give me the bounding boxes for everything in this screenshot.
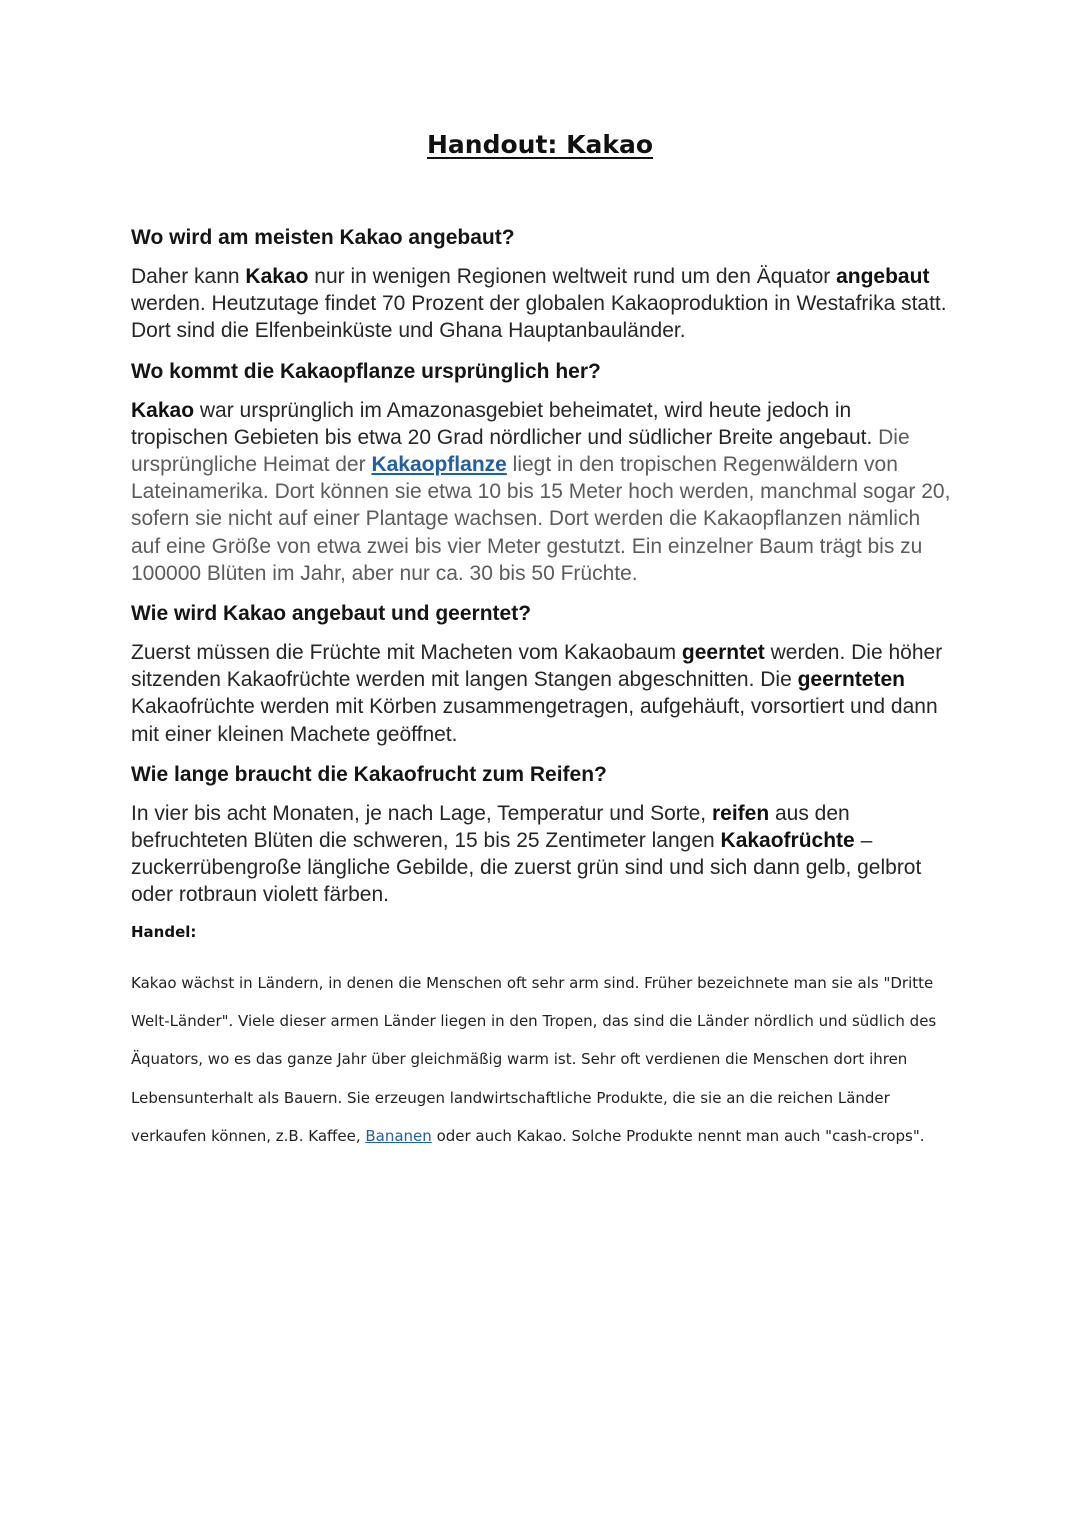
text-run: aus den befruchteten Blüten die schweren, 15 bis 25 Zentimeter langen [131,801,850,853]
bold-term: geernteten [797,668,905,692]
bold-term: Kakaofrüchte [720,829,855,853]
text-run: Zuerst müssen die Früchte mit Macheten vom Kakaobaum [131,641,682,665]
text-run: Kakao wächst in Ländern, in denen die Menschen oft sehr arm sind. Früher bezeichnete man sie als "Dritte Welt-Länder". Viele dieser armen Länder liegen in den Tropen, das sind die Länder nördlich und südlich des Äquators, wo es das ganze Jahr über gleichmäßig warm ist. Sehr oft verdienen die Menschen dort ihren Lebensunterhalt als Bauern. Sie erzeugen landwirtschaftliche Produkte, die sie an die reichen Länder verkaufen können, z.B. Kaffee, [131,973,937,1146]
text-run: oder auch Kakao. Solche Produkte nennt man auch "cash-crops". [431,1127,925,1146]
document-body [131,224,951,1156]
bold-term: geerntet [681,641,765,665]
text-run: Die ursprüngliche Heimat der [131,425,910,477]
text-run: – zuckerrübengroße längliche Gebilde, die zuerst grün sind und sich dann gelb, gelbrot oder rotbraun violett färben. [131,829,922,907]
bold-term: reifen [711,801,770,825]
text-run: werden. Heutzutage findet 70 Prozent der globalen Kakaoproduktion in Westafrika statt. Dort sind die Elfenbeinküste und Ghana Hauptanbauländer. [131,292,947,343]
text-run: nur in wenigen Regionen weltweit rund um den Äquator [308,265,837,288]
text-run: In vier bis acht Monaten, je nach Lage, Temperatur und Sorte, [131,801,712,825]
section-heading-ernte: Wie wird Kakao angebaut und geerntet? [131,602,532,626]
bananen-link[interactable]: Bananen [365,1127,432,1146]
quoted-text [131,426,950,585]
text-run: Kakaofrüchte werden mit Körben zusammengetragen, aufgehäuft, vorsortiert und dann mit einer kleinen Machete geöffnet. [131,695,938,746]
section-text-herkunft [131,397,951,587]
handel-text [131,964,956,1156]
bold-term: angebaut [836,265,930,288]
handel-heading: Handel: [131,922,197,941]
bold-term: Kakao [245,265,309,288]
section-heading-herkunft: Wo kommt die Kakaopflanze ursprünglich her? [131,359,601,383]
section-heading-reifen: Wie lange braucht die Kakaofrucht zum Reifen? [131,762,607,786]
section-text-ernte [131,639,951,748]
text-run: war ursprünglich im Amazonasgebiet beheimatet, wird heute jedoch in tropischen Gebieten bis etwa 20 Grad nördlicher und südlicher Breite angebaut. [131,398,879,449]
bold-term: Kakao [131,398,195,422]
section-text-reifen [131,800,951,909]
text-run: Daher kann [131,265,246,288]
text-run: liegt in den tropischen Regenwäldern von Lateinamerika. Dort können sie etwa 10 bis 15 Meter hoch werden, manchmal sogar 20, sofern sie nicht auf einer Plantage wachsen. Dort werden die Kakaopflanzen nämlich auf eine Größe von etwa zwei bis vier Meter gestutzt. Ein einzelner Baum trägt bis zu 100000 Blüten im Jahr, aber nur ca. 30 bis 50 Früchte. [131,453,951,585]
kakaopflanze-link[interactable]: Kakaopflanze [371,453,507,477]
section-text-anbau [131,263,951,345]
text-run: werden. Die höher sitzenden Kakaofrüchte werden mit langen Stangen abgeschnitten. Die [131,641,943,692]
section-heading-anbau: Wo wird am meisten Kakao angebaut? [131,226,515,249]
page-title: Handout: Kakao [426,130,654,159]
